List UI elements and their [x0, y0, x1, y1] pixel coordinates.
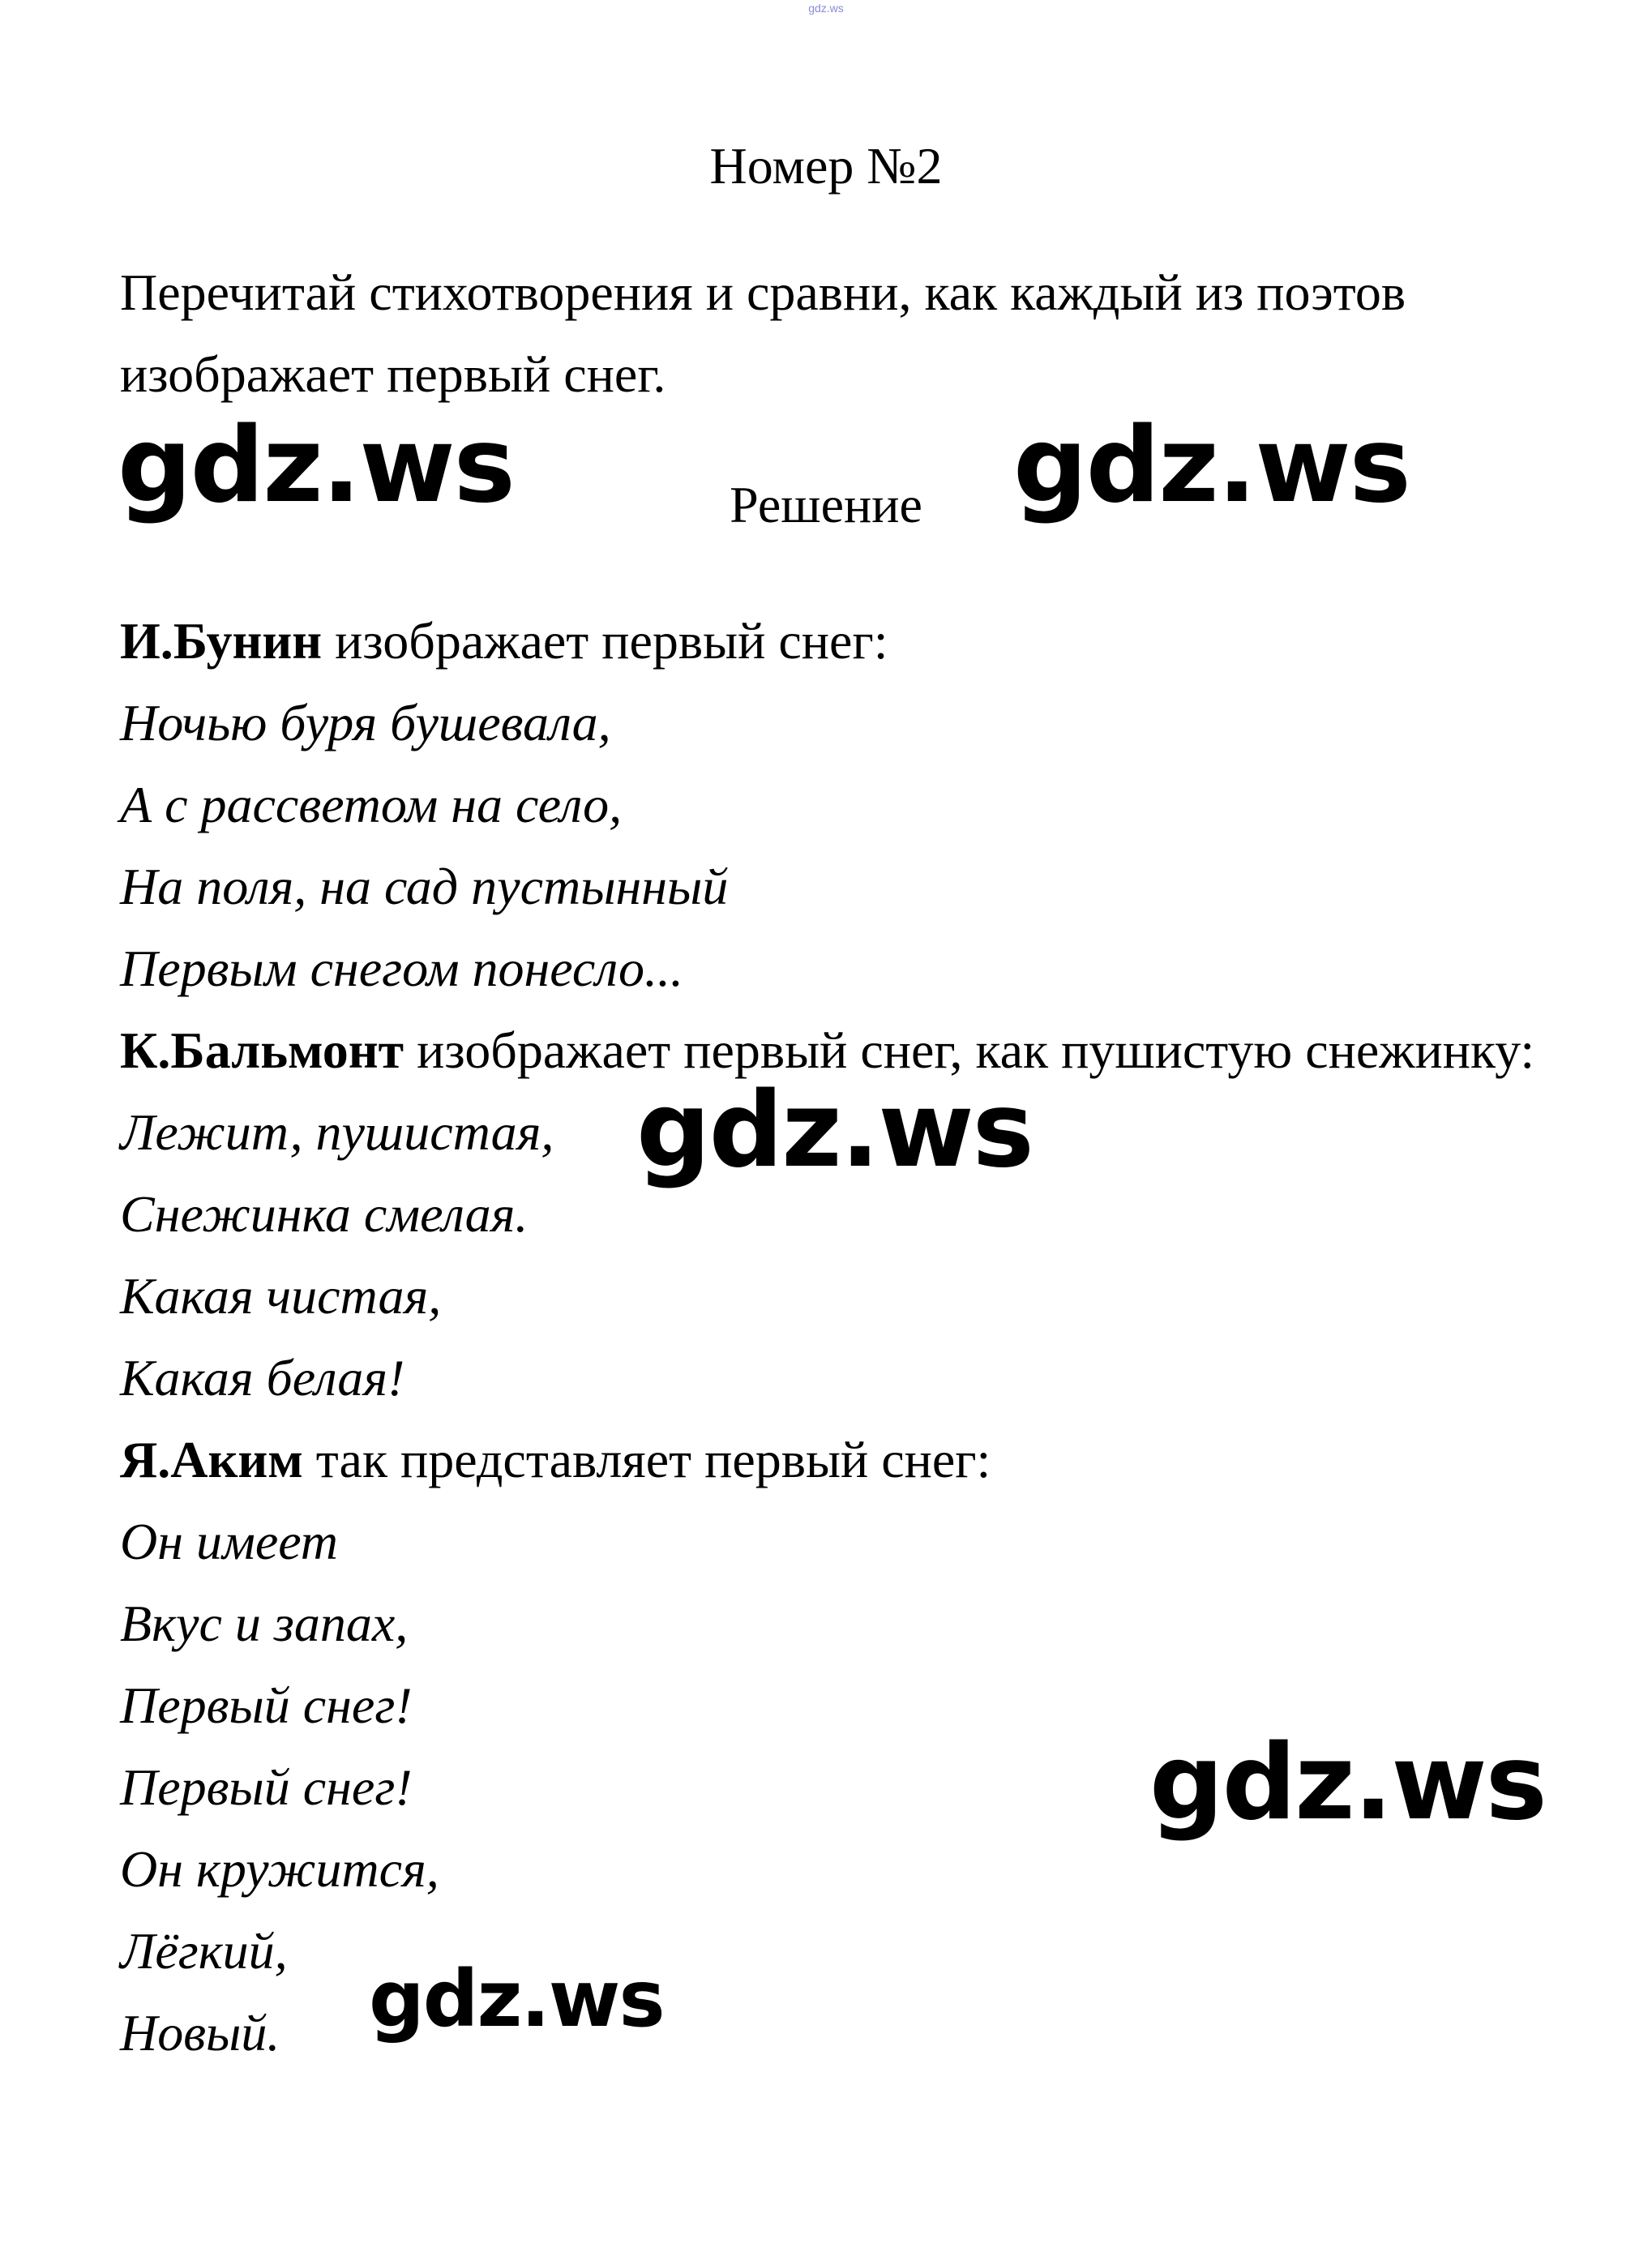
section-intro: так представляет первый снег: — [302, 1431, 991, 1488]
header-watermark: gdz.ws — [808, 2, 844, 15]
answer-block — [120, 600, 1547, 2074]
verse-line: Новый. — [120, 2004, 280, 2062]
verse-line: Вкус и запах, — [120, 1595, 409, 1652]
verse-line: А с рассветом на село, — [120, 776, 623, 833]
watermark: gdz.ws — [636, 1070, 1033, 1191]
verse-line: Какая белая! — [120, 1349, 405, 1407]
section-intro: изображает первый снег, как пушистую снежинку: — [404, 1021, 1535, 1079]
verse-line: Первым снегом понесло... — [120, 940, 683, 997]
verse-line: Какая чистая, — [120, 1267, 442, 1325]
watermark: gdz.ws — [369, 1954, 664, 2044]
verse-line: Первый снег! — [120, 1758, 413, 1816]
watermark: gdz.ws — [1013, 405, 1410, 526]
task-text: Перечитай стихотворения и сравни, как каждый из поэтов изображает первый снег. — [120, 263, 1406, 403]
verse-line: Лежит, пушистая, — [120, 1103, 554, 1161]
verse-line: Ночью буря бушевала, — [120, 694, 611, 751]
verse-line: Первый снег! — [120, 1676, 413, 1734]
verse-line: Лёгкий, — [120, 1922, 288, 1980]
poet-name: К.Бальмонт — [120, 1021, 404, 1079]
verse-line: Снежинка смелая. — [120, 1185, 529, 1243]
poet-name: И.Бунин — [120, 612, 323, 670]
solution-label: Решение — [730, 476, 922, 533]
section-intro: изображает первый снег: — [322, 612, 888, 670]
poet-name: Я.Аким — [120, 1431, 303, 1488]
section-heading — [120, 600, 1547, 682]
watermark: gdz.ws — [1149, 1723, 1546, 1843]
page-title: Номер №2 — [709, 137, 943, 195]
verse-line: На поля, на сад пустынный — [120, 858, 729, 915]
verse-line: Он кружится, — [120, 1840, 439, 1898]
watermark: gdz.ws — [118, 405, 514, 526]
section-heading — [120, 1419, 1547, 1501]
verse-line: Он имеет — [120, 1513, 338, 1570]
